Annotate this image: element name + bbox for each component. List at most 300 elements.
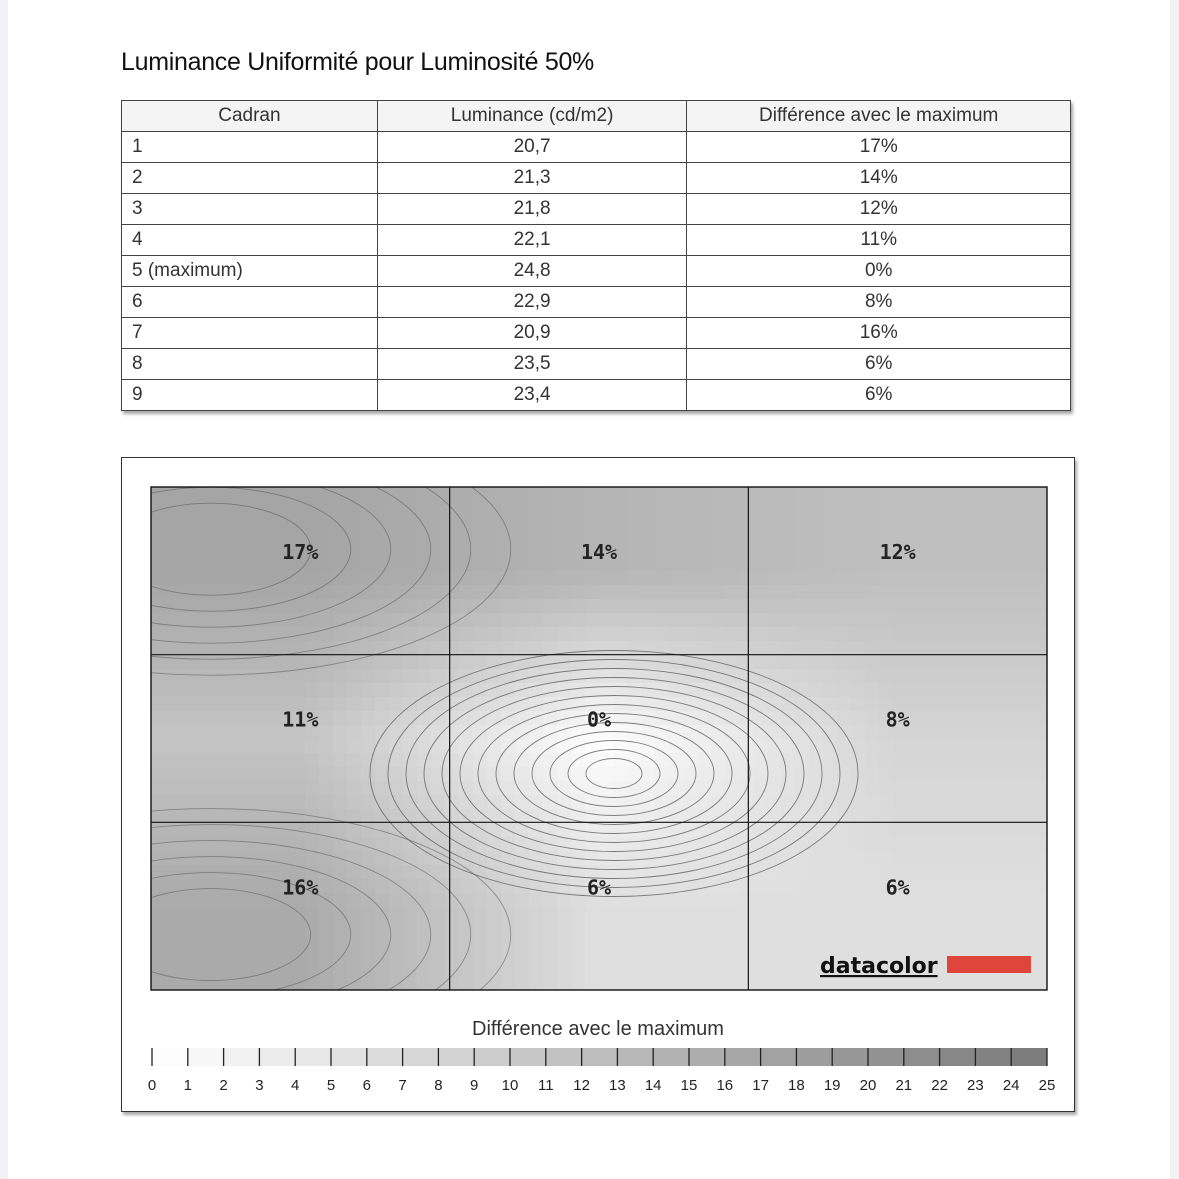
heatmap-tile [291,753,306,768]
luminance-cell: 21,3 [377,163,687,194]
heatmap-tile [431,921,446,936]
heatmap-tile [473,935,488,950]
heatmap-tile [991,893,1006,908]
heatmap-tile [935,711,950,726]
heatmap-tile [207,949,222,964]
heatmap-tile [851,879,866,894]
cadran-cell: 5 (maximum) [122,256,378,287]
heatmap-tile [963,823,978,838]
heatmap-tile [487,837,502,852]
heatmap-tile [543,809,558,824]
heatmap-tile [879,823,894,838]
heatmap-tile [809,501,824,516]
heatmap-tile [795,767,810,782]
heatmap-tile [907,585,922,600]
heatmap-tile [1033,683,1048,698]
heatmap-tile [893,837,908,852]
heatmap-tile [599,613,614,628]
heatmap-tile [683,669,698,684]
heatmap-tile [361,697,376,712]
heatmap-tile [207,711,222,726]
heatmap-tile [305,949,320,964]
heatmap-tile [571,697,586,712]
heatmap-tile [347,711,362,726]
heatmap-tile [1005,907,1020,922]
heatmap-tile [543,977,558,991]
heatmap-tile [851,865,866,880]
column-header-difference: Différence avec le maximum [687,101,1071,132]
heatmap-tile [683,851,698,866]
heatmap-tile [851,487,866,502]
difference-cell: 0% [687,256,1071,287]
heatmap-tile [753,557,768,572]
heatmap-tile [277,501,292,516]
heatmap-tile [249,669,264,684]
heatmap-tile [557,963,572,978]
heatmap-tile [179,669,194,684]
heatmap-tile [417,865,432,880]
heatmap-tile [879,585,894,600]
heatmap-tile [1005,669,1020,684]
heatmap-tile [949,809,964,824]
heatmap-tile [725,529,740,544]
heatmap-tile [291,739,306,754]
heatmap-tile [613,571,628,586]
heatmap-tile [151,795,166,810]
scale-swatch [474,1048,510,1066]
heatmap-tile [403,879,418,894]
heatmap-tile [249,977,264,991]
heatmap-tile [921,767,936,782]
heatmap-tile [445,809,460,824]
heatmap-tile [1033,725,1048,740]
heatmap-tile [767,613,782,628]
heatmap-tile [473,557,488,572]
heatmap-tile [655,949,670,964]
heatmap-tile [935,697,950,712]
heatmap-tile [585,963,600,978]
heatmap-tile [557,753,572,768]
heatmap-tile [865,795,880,810]
heatmap-tile [319,501,334,516]
heatmap-tile [571,949,586,964]
heatmap-tile [949,501,964,516]
heatmap-tile [179,907,194,922]
heatmap-tile [963,627,978,642]
heatmap-tile [473,893,488,908]
heatmap-tile [879,669,894,684]
heatmap-tile [319,669,334,684]
heatmap-tile [585,585,600,600]
heatmap-tile [739,879,754,894]
heatmap-tile [977,515,992,530]
heatmap-tile [235,865,250,880]
heatmap-tile [669,627,684,642]
heatmap-tile [333,669,348,684]
heatmap-tile [277,837,292,852]
heatmap-tile [515,501,530,516]
heatmap-tile [739,823,754,838]
heatmap-tile [487,683,502,698]
heatmap-tile [767,907,782,922]
cell-value-label: 8% [885,707,910,732]
heatmap-tile [319,949,334,964]
heatmap-tile [767,879,782,894]
luminance-cell: 23,4 [377,380,687,411]
heatmap-tile [445,921,460,936]
heatmap-tile [347,641,362,656]
heatmap-tile [431,893,446,908]
heatmap-tile [1019,557,1034,572]
heatmap-tile [627,641,642,656]
heatmap-tile [375,977,390,991]
heatmap-tile [417,781,432,796]
heatmap-tile [249,837,264,852]
heatmap-tile [963,977,978,991]
heatmap-tile [627,557,642,572]
heatmap-tile [907,515,922,530]
heatmap-tile [277,599,292,614]
heatmap-tile [207,837,222,852]
heatmap-tile [1019,795,1034,810]
heatmap-tile [151,837,166,852]
heatmap-tile [851,893,866,908]
heatmap-tile [977,711,992,726]
heatmap-tile [627,753,642,768]
heatmap-tile [1019,655,1034,670]
heatmap-tile [445,585,460,600]
heatmap-tile [305,753,320,768]
heatmap-tile [543,921,558,936]
heatmap-tile [487,515,502,530]
heatmap-tile [893,627,908,642]
heatmap-tile [305,515,320,530]
heatmap-tile [795,893,810,908]
scale-tick-label: 16 [716,1077,734,1094]
heatmap-tile [655,767,670,782]
heatmap-tile [263,501,278,516]
heatmap-tile [1005,655,1020,670]
heatmap-tile [767,865,782,880]
heatmap-tile [333,753,348,768]
heatmap-tile [235,711,250,726]
heatmap-tile [795,935,810,950]
heatmap-tile [249,543,264,558]
heatmap-tile [599,767,614,782]
heatmap-tile [823,515,838,530]
heatmap-tile [753,655,768,670]
heatmap-tile [795,697,810,712]
heatmap-tile [515,599,530,614]
heatmap-tile [585,809,600,824]
heatmap-tile [893,613,908,628]
heatmap-tile [515,515,530,530]
heatmap-tile [361,963,376,978]
heatmap-tile [473,725,488,740]
heatmap-tile [991,851,1006,866]
heatmap-tile [599,977,614,991]
heatmap-tile [165,809,180,824]
heatmap-tile [179,865,194,880]
heatmap-tile [221,767,236,782]
heatmap-tile [1005,767,1020,782]
heatmap-tile [781,767,796,782]
heatmap-tile [837,599,852,614]
heatmap-tile [683,893,698,908]
heatmap-tile [641,627,656,642]
heatmap-tile [501,711,516,726]
heatmap-tile [795,851,810,866]
heatmap-tile [557,935,572,950]
heatmap-tile [963,711,978,726]
heatmap-tile [697,963,712,978]
heatmap-tile [767,599,782,614]
heatmap-tile [431,543,446,558]
heatmap-tile [193,753,208,768]
heatmap-tile [333,725,348,740]
heatmap-tile [837,711,852,726]
heatmap-tile [991,879,1006,894]
heatmap-tile [235,557,250,572]
heatmap-tile [487,907,502,922]
heatmap-tile [221,851,236,866]
heatmap-tile [179,557,194,572]
scale-tick-label: 7 [398,1077,407,1094]
heatmap-tile [235,683,250,698]
heatmap-tile [935,893,950,908]
heatmap-tile [487,487,502,502]
heatmap-tile [1019,641,1034,656]
heatmap-tile [1019,683,1034,698]
heatmap-tile [1033,977,1048,991]
heatmap-tile [361,753,376,768]
heatmap-tile [431,753,446,768]
heatmap-tile [837,585,852,600]
heatmap-tile [193,613,208,628]
heatmap-tile [347,725,362,740]
luminance-cell: 24,8 [377,256,687,287]
heatmap-tile [361,935,376,950]
heatmap-tile [529,585,544,600]
heatmap-tile [529,907,544,922]
heatmap-tile [515,963,530,978]
heatmap-tile [893,641,908,656]
heatmap-tile [389,767,404,782]
heatmap-tile [263,879,278,894]
heatmap-tile [963,935,978,950]
heatmap-tile [249,739,264,754]
heatmap-tile [459,851,474,866]
heatmap-tile [613,613,628,628]
heatmap-tile [263,725,278,740]
heatmap-tile [795,543,810,558]
heatmap-tile [837,515,852,530]
heatmap-tile [683,557,698,572]
heatmap-tile [879,739,894,754]
heatmap-tile [837,907,852,922]
heatmap-tile [655,921,670,936]
heatmap-tile [697,613,712,628]
heatmap-tile [361,893,376,908]
heatmap-tile [767,949,782,964]
heatmap-tile [417,599,432,614]
heatmap-tile [725,949,740,964]
heatmap-tile [557,907,572,922]
heatmap-tile [473,515,488,530]
heatmap-tile [977,641,992,656]
heatmap-tile [1019,781,1034,796]
heatmap-tile [487,795,502,810]
heatmap-tile [277,949,292,964]
heatmap-tile [907,921,922,936]
heatmap-tile [389,907,404,922]
heatmap-tile [529,935,544,950]
heatmap-tile [571,487,586,502]
heatmap-tile [809,515,824,530]
heatmap-tile [865,865,880,880]
heatmap-tile [641,641,656,656]
heatmap-tile [977,683,992,698]
heatmap-tile [921,515,936,530]
heatmap-tile [991,739,1006,754]
heatmap-tile [151,753,166,768]
heatmap-tile [977,725,992,740]
heatmap-tile [459,963,474,978]
heatmap-tile [305,963,320,978]
heatmap-tile [291,977,306,991]
heatmap-tile [949,823,964,838]
heatmap-tile [151,921,166,936]
heatmap-tile [641,683,656,698]
heatmap-tile [543,599,558,614]
heatmap-tile [417,879,432,894]
heatmap-tile [949,837,964,852]
heatmap-tile [627,683,642,698]
heatmap-tile [851,921,866,936]
heatmap-tile [809,599,824,614]
heatmap-tile [683,585,698,600]
heatmap-tile [473,585,488,600]
heatmap-tile [375,641,390,656]
heatmap-tile [179,781,194,796]
heatmap-tile [683,963,698,978]
cell-value-label: 6% [885,875,910,900]
heatmap-tile [221,935,236,950]
scale-tick-label: 8 [434,1077,443,1094]
heatmap-tile [333,893,348,908]
heatmap-tile [795,837,810,852]
heatmap-tile [263,585,278,600]
heatmap-tile [977,921,992,936]
heatmap-tile [501,977,516,991]
heatmap-tile [683,949,698,964]
scale-swatch [617,1048,653,1066]
heatmap-tile [837,613,852,628]
heatmap-tile [333,683,348,698]
heatmap-tile [361,767,376,782]
heatmap-tile [221,487,236,502]
heatmap-tile [781,585,796,600]
heatmap-tile [207,907,222,922]
heatmap-tile [739,655,754,670]
heatmap-tile [473,613,488,628]
heatmap-tile [207,515,222,530]
heatmap-tile [627,487,642,502]
heatmap-tile [795,487,810,502]
heatmap-tile [655,599,670,614]
heatmap-tile [389,725,404,740]
heatmap-tile [501,585,516,600]
heatmap-tile [949,571,964,586]
heatmap-tile [1005,529,1020,544]
heatmap-tile [473,641,488,656]
heatmap-tile [165,655,180,670]
heatmap-tile [221,739,236,754]
heatmap-tile [879,837,894,852]
heatmap-tile [921,501,936,516]
heatmap-tile [165,753,180,768]
heatmap-tile [403,935,418,950]
heatmap-tile [739,529,754,544]
heatmap-tile [375,501,390,516]
heatmap-tile [571,655,586,670]
heatmap-tile [669,501,684,516]
heatmap-tile [893,515,908,530]
heatmap-tile [837,837,852,852]
heatmap-tile [809,571,824,586]
heatmap-tile [193,781,208,796]
heatmap-tile [879,977,894,991]
heatmap-tile [389,795,404,810]
heatmap-tile [725,781,740,796]
heatmap-tile [557,781,572,796]
heatmap-tile [767,935,782,950]
heatmap-tile [893,669,908,684]
heatmap-tile [991,669,1006,684]
heatmap-tile [697,515,712,530]
heatmap-tile [487,641,502,656]
heatmap-tile [151,515,166,530]
heatmap-tile [697,809,712,824]
heatmap-tile [179,711,194,726]
heatmap-tile [795,655,810,670]
heatmap-tile [235,921,250,936]
plot-mask [122,458,1074,487]
heatmap-tile [557,851,572,866]
heatmap-tile [221,781,236,796]
heatmap-tile [585,487,600,502]
heatmap-tile [1019,585,1034,600]
heatmap-tile [753,921,768,936]
heatmap-tile [697,529,712,544]
heatmap-tile [543,907,558,922]
heatmap-tile [977,879,992,894]
heatmap-tile [991,683,1006,698]
heatmap-tile [501,613,516,628]
heatmap-tile [613,977,628,991]
heatmap-tile [165,977,180,991]
heatmap-tile [319,795,334,810]
heatmap-tile [935,879,950,894]
heatmap-tile [179,739,194,754]
heatmap-tile [403,655,418,670]
heatmap-tile [739,627,754,642]
heatmap-tile [599,585,614,600]
heatmap-tile [459,767,474,782]
heatmap-tile [333,529,348,544]
heatmap-tile [683,543,698,558]
heatmap-tile [277,963,292,978]
